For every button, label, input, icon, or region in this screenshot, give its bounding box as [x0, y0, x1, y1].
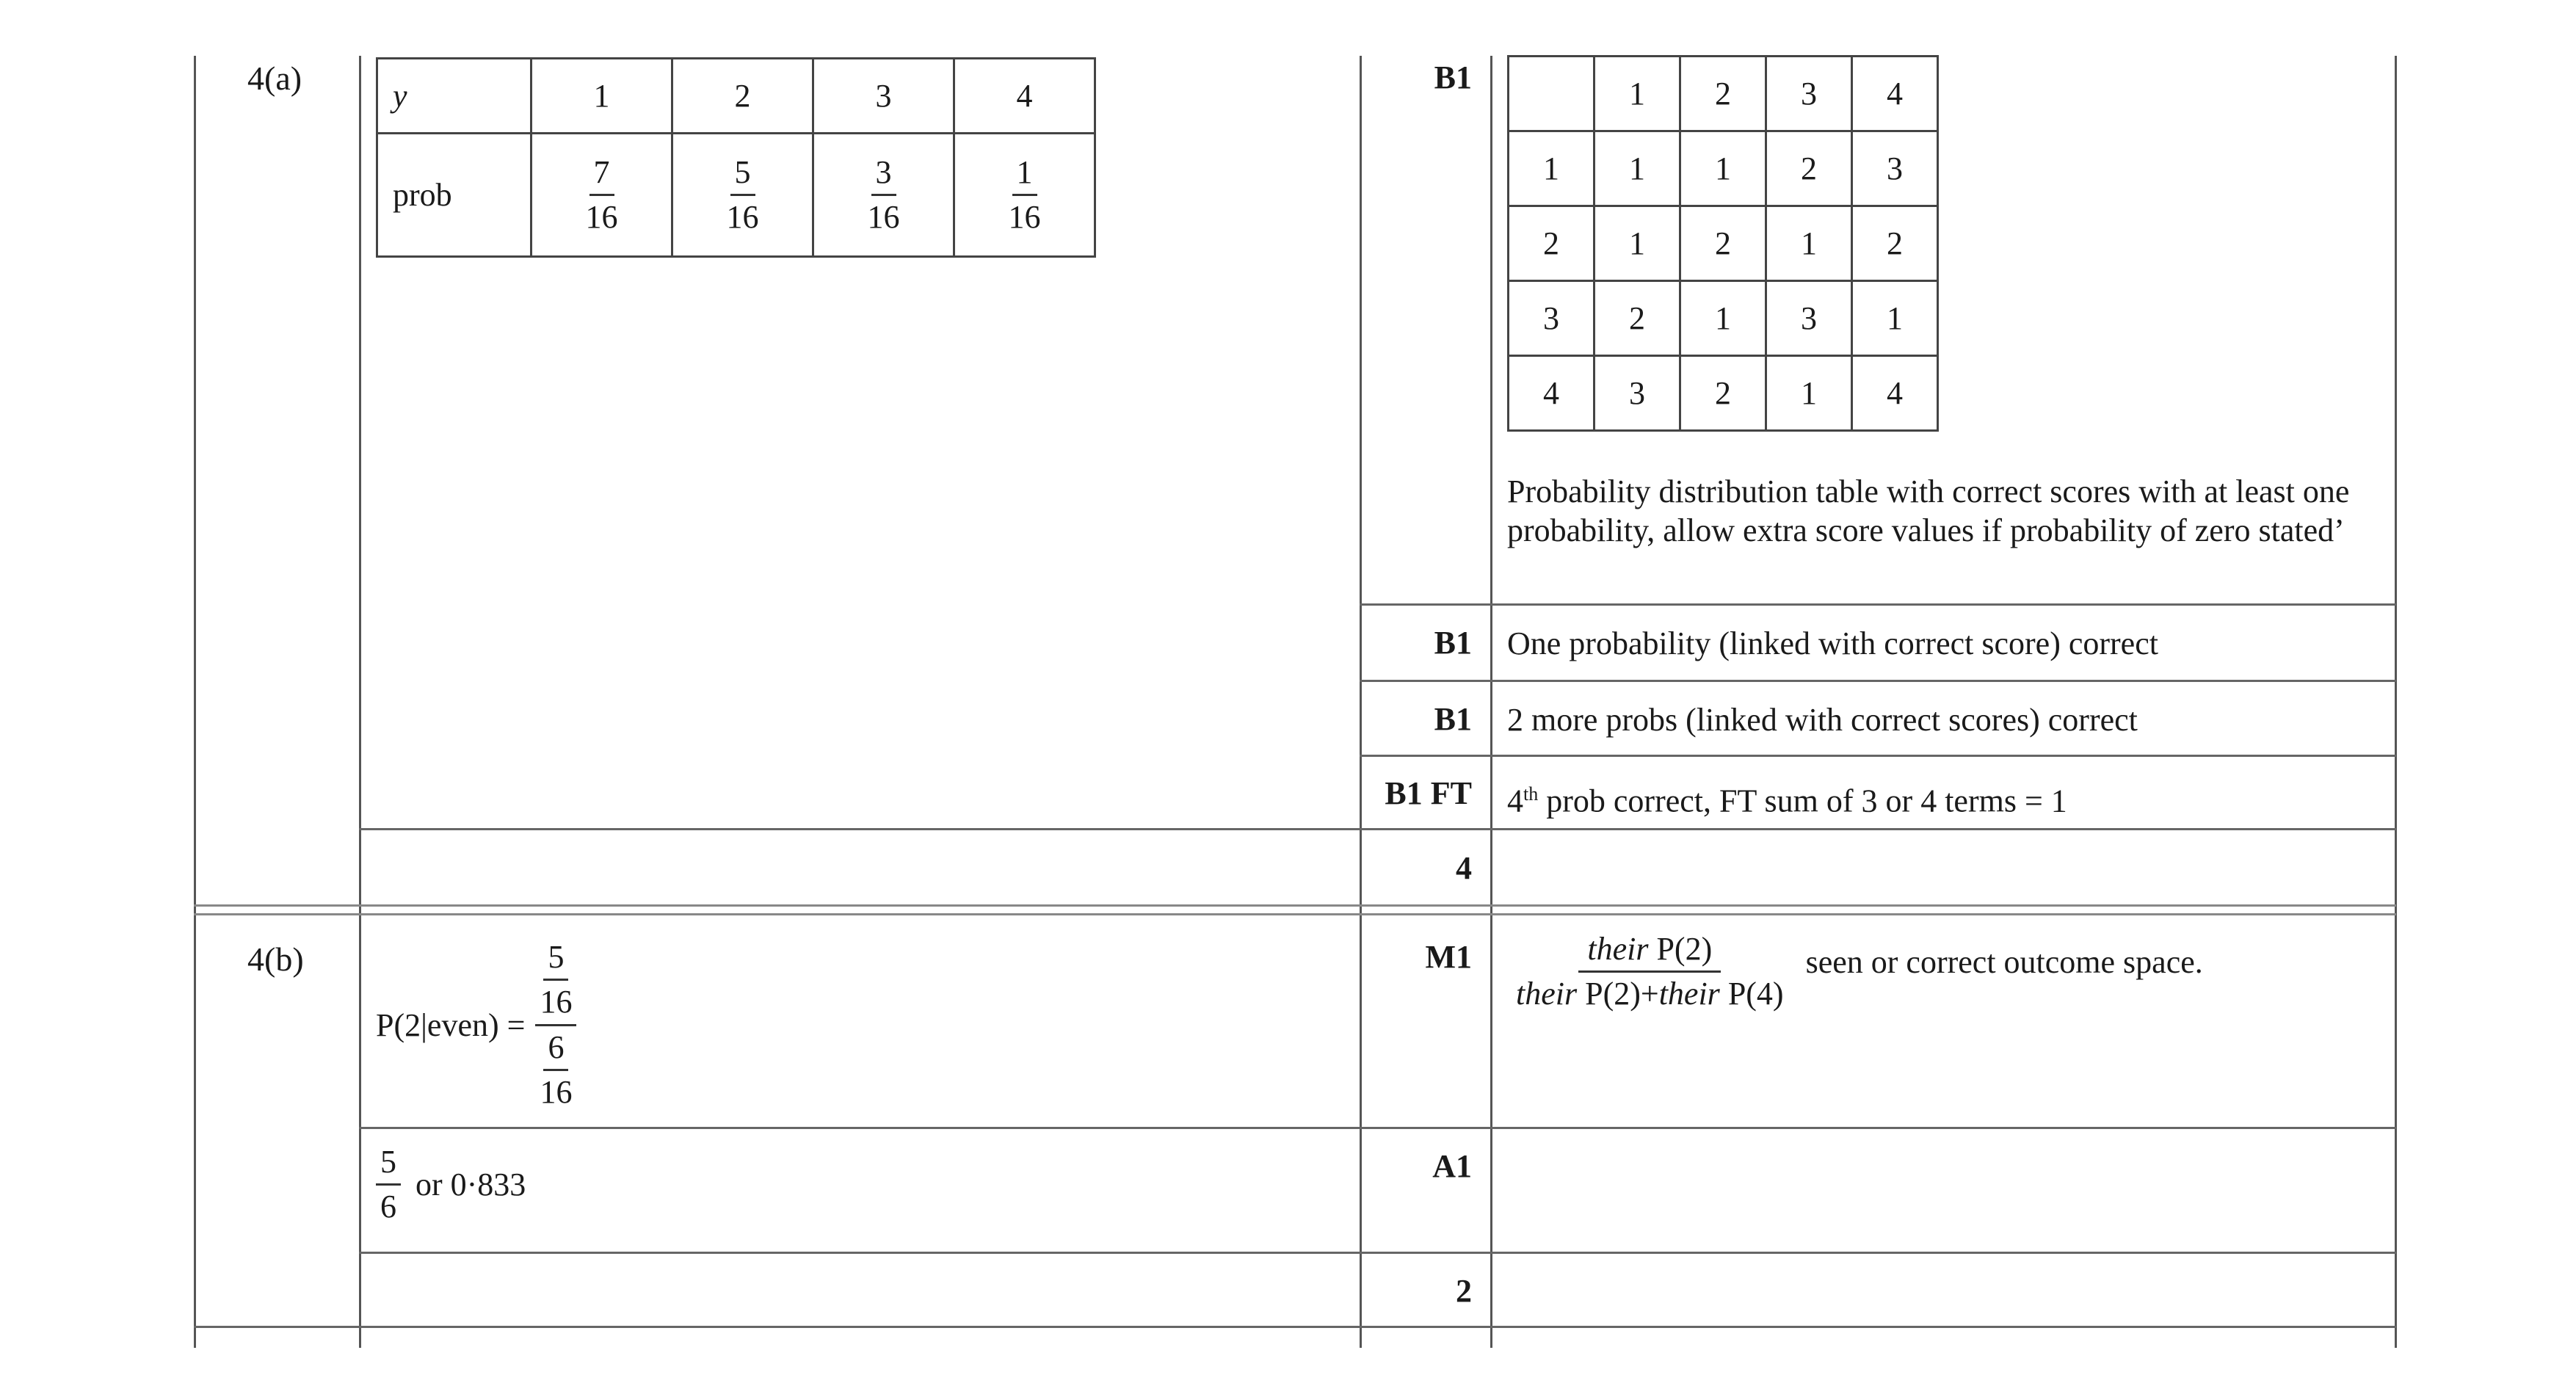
section-separator-bottom — [194, 913, 2396, 915]
top-fraction: $\frac{5}{16}$ — [540, 939, 573, 1020]
final-answer — [376, 1145, 526, 1224]
section-separator-top — [194, 904, 2396, 907]
row-divider — [1360, 680, 2396, 682]
grid-column-header: 4 — [1852, 57, 1938, 131]
mark-code: B1 — [1434, 59, 1472, 95]
left-border — [194, 56, 196, 1348]
compound-fraction — [535, 940, 576, 1109]
grid-cell: 1 — [1680, 131, 1766, 206]
row-divider — [1360, 755, 2396, 757]
answer-decimal: or 0·833 — [416, 1166, 526, 1203]
grid-cell: 3 — [1852, 131, 1938, 206]
mark-column-divider — [1360, 56, 1362, 1348]
right-border — [2395, 56, 2397, 1348]
grid-cell: 3 — [1766, 281, 1852, 356]
grid-cell: 1 — [1766, 356, 1852, 431]
answer-fraction: $\frac{5}{6}$ — [376, 1145, 401, 1224]
mark-code: M1 — [1425, 939, 1472, 975]
grid-row-header: 3 — [1509, 281, 1594, 356]
grid-cell: 2 — [1680, 206, 1766, 281]
question-label-4a: 4(a) — [247, 59, 302, 97]
mark-code: B1 FT — [1385, 775, 1472, 811]
row-divider — [359, 1127, 2396, 1129]
mark-code: B1 — [1434, 701, 1472, 737]
bottom-fraction: $\frac{6}{16}$ — [540, 1028, 573, 1110]
grid-cell: 1 — [1766, 206, 1852, 281]
grid-column-header: 3 — [1766, 57, 1852, 131]
grid-cell: 1 — [1594, 131, 1680, 206]
mark-comment — [1507, 774, 2388, 821]
score-outcome-grid — [1507, 55, 1939, 432]
bottom-border — [194, 1326, 2396, 1328]
total-marks: 4 — [1456, 850, 1472, 886]
mark-code: A1 — [1432, 1148, 1472, 1184]
table-header-cell: 2 — [672, 59, 813, 134]
comment-text: prob correct, FT sum of 3 or 4 terms = 1 — [1538, 783, 2067, 819]
comment-text: seen or correct outcome space. — [1805, 944, 2203, 981]
grid-cell: 2 — [1594, 281, 1680, 356]
table-header-y: y — [377, 59, 531, 134]
table-header-cell: 4 — [954, 59, 1095, 134]
superscript: th — [1523, 783, 1539, 805]
row-divider — [359, 1252, 2396, 1254]
question-label-4b: 4(b) — [247, 940, 304, 978]
grid-cell: 1 — [1594, 206, 1680, 281]
mark-comment: Probability distribution table with correct scores with at least one probability, allow extra score values if probability of zero stated’ — [1507, 473, 2350, 548]
working-expression — [376, 937, 576, 1113]
probability-cell: $\frac{1}{16}$ — [954, 134, 1095, 257]
row-divider — [1360, 603, 2396, 606]
mark-code: B1 — [1434, 625, 1472, 661]
table-row-label-prob: prob — [377, 134, 531, 257]
grid-column-header: 2 — [1680, 57, 1766, 131]
grid-column-header: 1 — [1594, 57, 1680, 131]
grid-corner-cell — [1509, 57, 1594, 131]
grid-cell: 2 — [1852, 206, 1938, 281]
grid-row-header: 4 — [1509, 356, 1594, 431]
grid-cell: 1 — [1852, 281, 1938, 356]
probability-cell: $\frac{7}{16}$ — [531, 134, 672, 257]
mark-comment: One probability (linked with correct score) correct — [1507, 625, 2158, 661]
grid-cell: 2 — [1680, 356, 1766, 431]
table-header-cell: 3 — [813, 59, 954, 134]
grid-cell: 4 — [1852, 356, 1938, 431]
grid-row-header: 2 — [1509, 206, 1594, 281]
grid-cell: 3 — [1594, 356, 1680, 431]
grid-cell: 1 — [1680, 281, 1766, 356]
probability-cell: $\frac{3}{16}$ — [813, 134, 954, 257]
working-column-divider — [359, 56, 361, 1348]
row-divider — [359, 828, 2396, 830]
grid-cell: 2 — [1766, 131, 1852, 206]
probability-distribution-table — [376, 57, 1096, 258]
total-marks: 2 — [1456, 1273, 1472, 1309]
conditional-formula: $\frac{\text{their P(2)}}{\text{their P(2)+their P(4)}}$ — [1516, 931, 1784, 1012]
comment-text: 4 — [1507, 783, 1523, 819]
m1-comment — [1507, 932, 2203, 1011]
mark-comment: 2 more probs (linked with correct scores) correct — [1507, 702, 2138, 738]
grid-row-header: 1 — [1509, 131, 1594, 206]
working-lhs: P(2|even) = — [376, 1006, 526, 1043]
table-header-cell: 1 — [531, 59, 672, 134]
comment-column-divider — [1490, 56, 1492, 1348]
probability-cell: $\frac{5}{16}$ — [672, 134, 813, 257]
